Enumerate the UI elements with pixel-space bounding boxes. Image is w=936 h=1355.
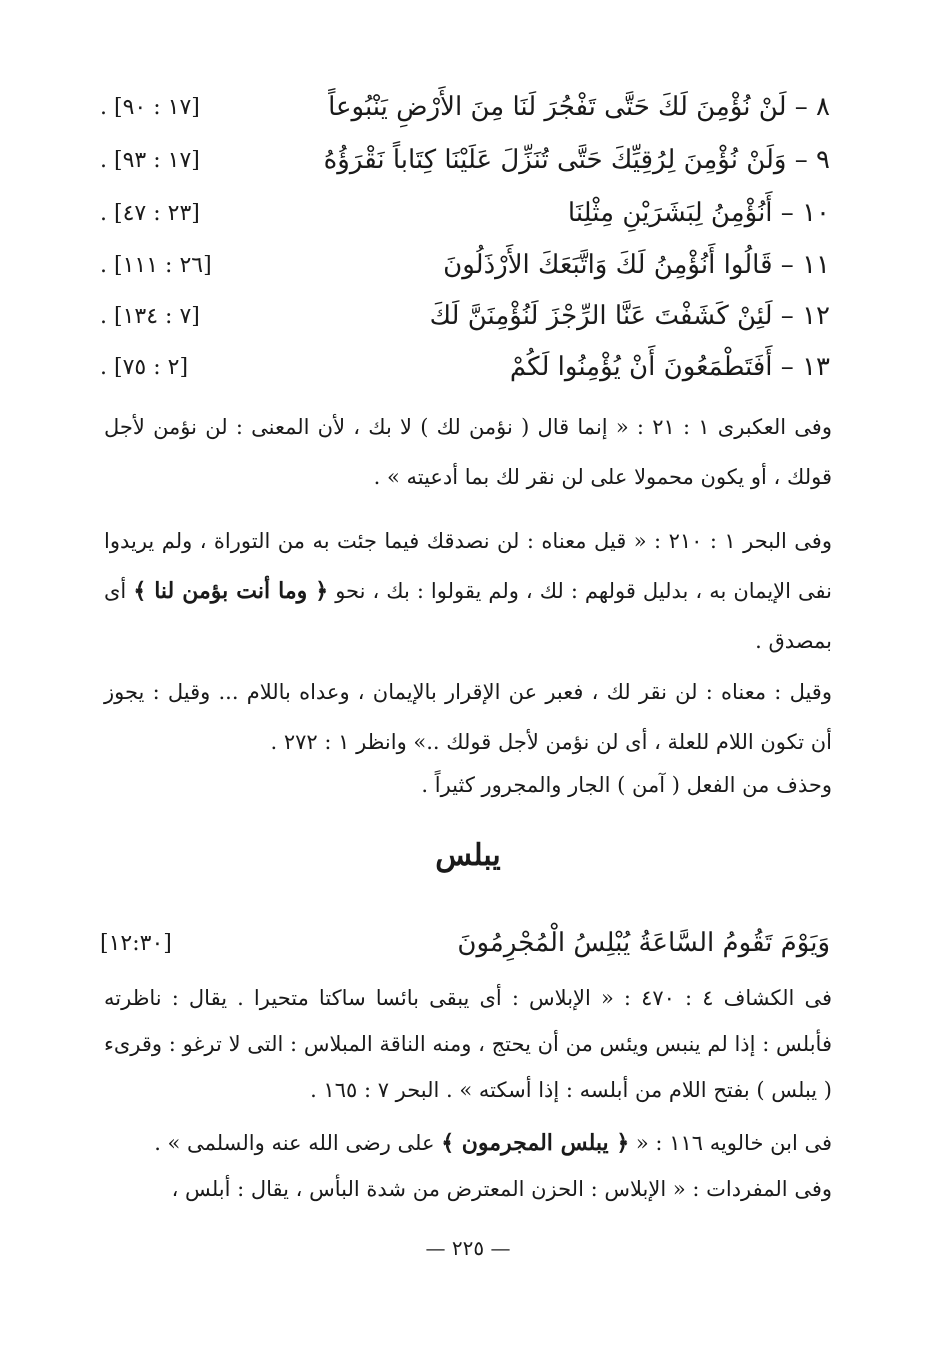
quran-quote: ﴿ وما أنت بؤمن لنا ﴾ bbox=[133, 578, 329, 604]
verse-line bbox=[100, 918, 830, 968]
verse-text: ٩ – وَلَنْ نُؤْمِنَ لِرُقِيِّكَ حَتَّى تُنَزِّلَ عَلَيْنَا كِتَاباً نَقْرَؤُهُ bbox=[323, 145, 830, 175]
verse-reference: [١٧ : ٩٠] . bbox=[100, 94, 200, 120]
verse-line bbox=[100, 82, 830, 132]
verse-line bbox=[100, 342, 830, 392]
quran-quote: ﴿ يبلس المجرمون ﴾ bbox=[441, 1130, 630, 1156]
verse-line bbox=[100, 240, 830, 290]
page-number: — ٢٢٥ — bbox=[425, 1236, 511, 1260]
paragraph-hadhf: وحذف من الفعل ( آمن ) الجار والمجرور كثيراً . bbox=[421, 773, 832, 797]
paragraph-qila: وقيل : معناه : لن نقر لك ، فعبر عن الإقرار بالإيمان ، وعداه باللام ... وقيل : يجوز أن تكون اللام للعلة ، أى لن نؤمن لأجل قولك ..» وانظر ١ : ٢٧٢ . bbox=[104, 680, 832, 754]
verse-line bbox=[100, 135, 830, 185]
verse-text: ١٣ – أَفَتَطْمَعُونَ أَنْ يُؤْمِنُوا لَكُمْ bbox=[509, 352, 830, 382]
paragraph-bahr bbox=[104, 516, 832, 666]
paragraph-text: فى ابن خالويه ١١٦ : « bbox=[635, 1131, 832, 1155]
verse-text: وَيَوْمَ تَقُومُ السَّاعَةُ يُبْلِسُ الْمُجْرِمُونَ bbox=[457, 928, 830, 958]
verse-text: ١٢ – لَئِنْ كَشَفْتَ عَنَّا الرِّجْزَ لَنُؤْمِنَنَّ لَكَ bbox=[429, 301, 830, 331]
paragraph-kashshaf: فى الكشاف ٤ : ٤٧٠ : « الإبلاس : أى يبقى بائسا ساكتا متحيرا . يقال : ناظرته فأبلس : إذا لم ينبس ويئس من أن يحتج ، ومنه الناقة المبلاس : التى لا ترغو : وقرىء ( يبلس ) بفتح اللام من أبلسه : إذا أسكته » . البحر ٧ : ١٦٥ . bbox=[104, 986, 832, 1102]
verse-reference: [١٧ : ٩٣] . bbox=[100, 147, 200, 173]
paragraph-khalawayh bbox=[104, 1120, 832, 1166]
section-heading: يبلس bbox=[435, 838, 501, 873]
verse-line bbox=[100, 291, 830, 341]
paragraph-mufradat: وفى المفردات : « الإبلاس : الحزن المعترض من شدة البأس ، يقال : أبلس ، bbox=[171, 1177, 832, 1201]
paragraph-text: وفى البحر ١ : ٢١٠ : « قيل معناه : لن نصدقك فيما جئت به من التوراة ، ولم يريدوا نفى الإيمان به ، بدليل قولهم : لك ، ولم يقولوا : بك ، نحو bbox=[104, 529, 832, 603]
paragraph-text: أى بمصدق . bbox=[104, 579, 832, 653]
paragraph-ukbari: وفى العكبرى ١ : ٢١ : « إنما قال ( نؤمن لك ) لا بك ، لأن المعنى : لن نؤمن لأجل قولك ، أو يكون محمولا على لن نقر لك بما أدعيته » . bbox=[104, 415, 832, 489]
verse-reference: [٢ : ٧٥] . bbox=[100, 354, 189, 380]
verse-reference: [٧ : ١٣٤] . bbox=[100, 303, 200, 329]
verse-text: ٨ – لَنْ نُؤْمِنَ لَكَ حَتَّى تَفْجُرَ لَنَا مِنَ الأَرْضِ يَنْبُوعاً bbox=[328, 92, 830, 122]
verse-text: ١٠ – أَنُؤْمِنُ لِبَشَرَيْنِ مِثْلِنَا bbox=[567, 198, 830, 228]
verse-reference: [١٢:٣٠] bbox=[100, 930, 172, 956]
paragraph-text: على رضى الله عنه والسلمى » . bbox=[154, 1131, 435, 1155]
verse-reference: [٢٣ : ٤٧] . bbox=[100, 200, 200, 226]
verse-text: ١١ – قَالُوا أَنُؤْمِنُ لَكَ وَاتَّبَعَكَ الأَرْذَلُونَ bbox=[443, 250, 830, 280]
verse-reference: [٢٦ : ١١١] . bbox=[100, 252, 212, 278]
verse-line bbox=[100, 188, 830, 238]
